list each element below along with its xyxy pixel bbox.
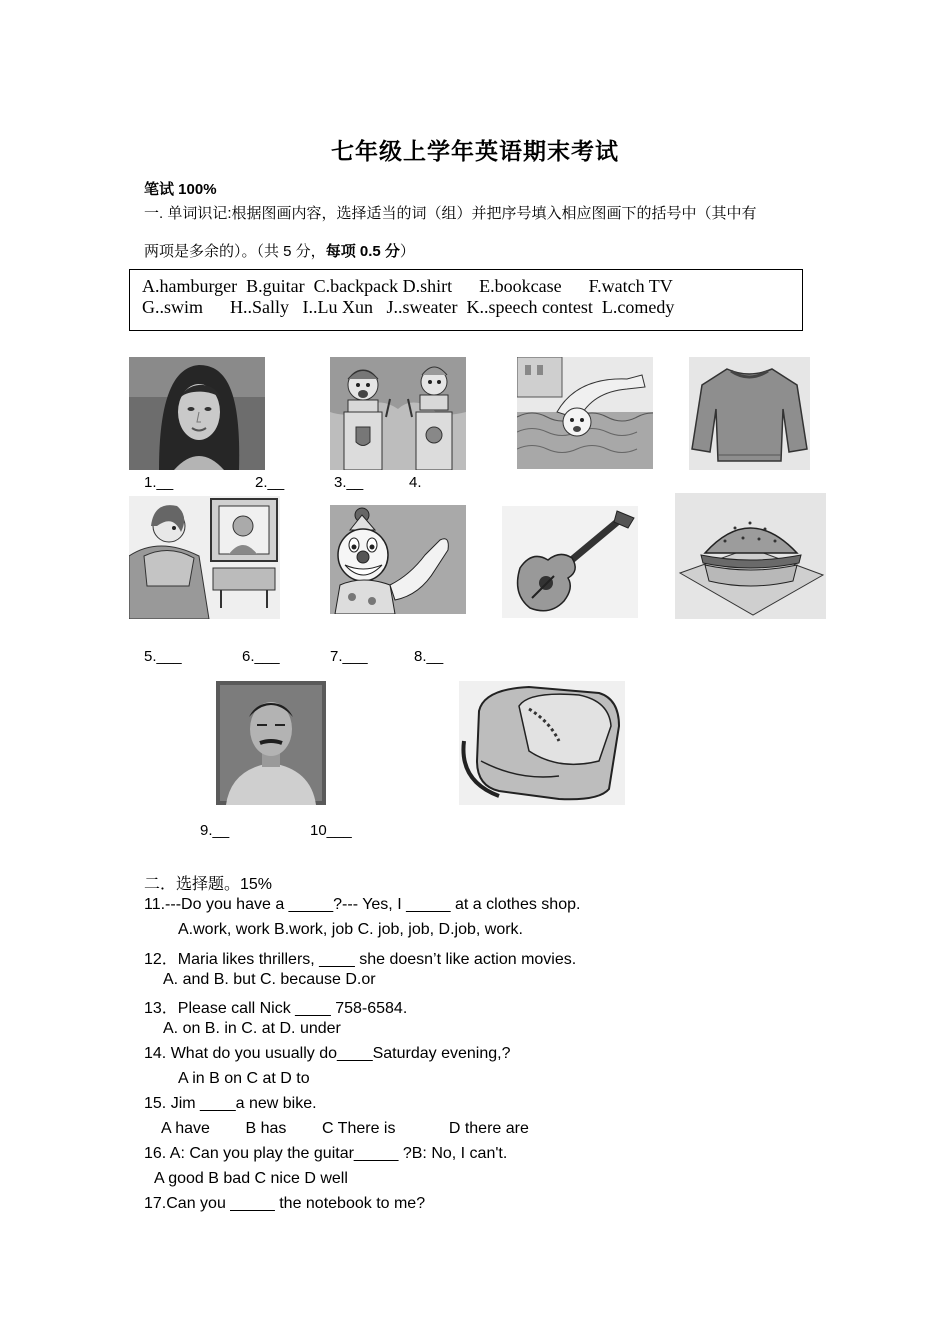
speech-contest-picture <box>330 357 466 470</box>
label-2: 2.__ <box>255 474 285 491</box>
girl-photo <box>129 357 265 470</box>
word-box-row-2: G..swim H..Sally I..Lu Xun J..sweater K..speech contest L.comedy <box>142 297 675 317</box>
clown-image <box>330 505 466 614</box>
options-14: A in B on C at D to <box>178 1070 310 1087</box>
comedy-clown-picture <box>330 505 466 614</box>
swim-image <box>517 357 653 469</box>
backpack-image <box>459 681 625 805</box>
label-7: 7.___ <box>330 648 368 665</box>
instruction-text: 两项是多余的）。（共 5 分， <box>144 243 326 260</box>
label-1: 1.__ <box>144 474 174 491</box>
question-11: 11.---Do you have a _____?--- Yes, I _____ at a clothes shop. <box>144 896 581 913</box>
label-3: 3.__ <box>334 474 364 491</box>
hamburger-picture <box>675 493 826 619</box>
question-12: 12．Maria likes thrillers, ____ she doesn’t like action movies. <box>144 951 577 968</box>
watch-tv-image <box>129 496 280 619</box>
written-exam-label: 笔试 100% <box>144 181 217 198</box>
options-11: A.work, work B.work, job C. job, job, D.job, work. <box>178 921 523 938</box>
section2-heading: 二．选择题。15% <box>144 876 273 893</box>
page-title: 七年级上学年英语期末考试 <box>331 138 619 165</box>
options-16: A good B bad C nice D well <box>154 1170 348 1187</box>
watch-tv-picture <box>129 496 280 619</box>
question-17: 17.Can you _____ the notebook to me? <box>144 1195 426 1212</box>
speech-contest-image <box>330 357 466 470</box>
label-10: 10___ <box>310 822 352 839</box>
lu-xun-picture <box>216 681 326 805</box>
hamburger-image <box>675 493 826 619</box>
label-5: 5.___ <box>144 648 182 665</box>
section1-instruction: 一. 单词识记:根据图画内容，选择适当的词（组）并把序号填入相应图画下的括号中（其中有 <box>144 205 757 222</box>
portrait-image <box>216 681 326 805</box>
label-6: 6.___ <box>242 648 280 665</box>
section1-instruction-cont <box>144 240 415 261</box>
options-13: A. on B. in C. at D. under <box>163 1020 341 1037</box>
label-8: 8.__ <box>414 648 444 665</box>
question-16: 16. A: Can you play the guitar_____ ?B: No, I can't. <box>144 1145 508 1162</box>
word-box-row-1: A.hamburger B.guitar C.backpack D.shirt E.bookcase F.watch TV <box>142 276 673 296</box>
backpack-picture <box>459 681 625 805</box>
instruction-close: ） <box>399 243 415 260</box>
swimming-picture <box>517 357 653 469</box>
question-15: 15. Jim ____a new bike. <box>144 1095 317 1112</box>
label-4: 4. <box>409 474 422 491</box>
question-13: 13．Please call Nick ____ 758-6584. <box>144 1000 408 1017</box>
guitar-image <box>502 506 638 618</box>
guitar-picture <box>502 506 638 618</box>
question-14: 14. What do you usually do____Saturday evening,? <box>144 1045 511 1062</box>
options-15: A have B has C There is D there are <box>161 1120 529 1137</box>
girl-image <box>129 357 265 470</box>
instruction-points: 每项 0.5 分 <box>325 243 400 260</box>
label-9: 9.__ <box>200 822 230 839</box>
sweater-picture <box>689 357 810 470</box>
sweater-image <box>689 357 810 470</box>
word-box <box>129 269 803 331</box>
options-12: A. and B. but C. because D.or <box>163 971 376 988</box>
